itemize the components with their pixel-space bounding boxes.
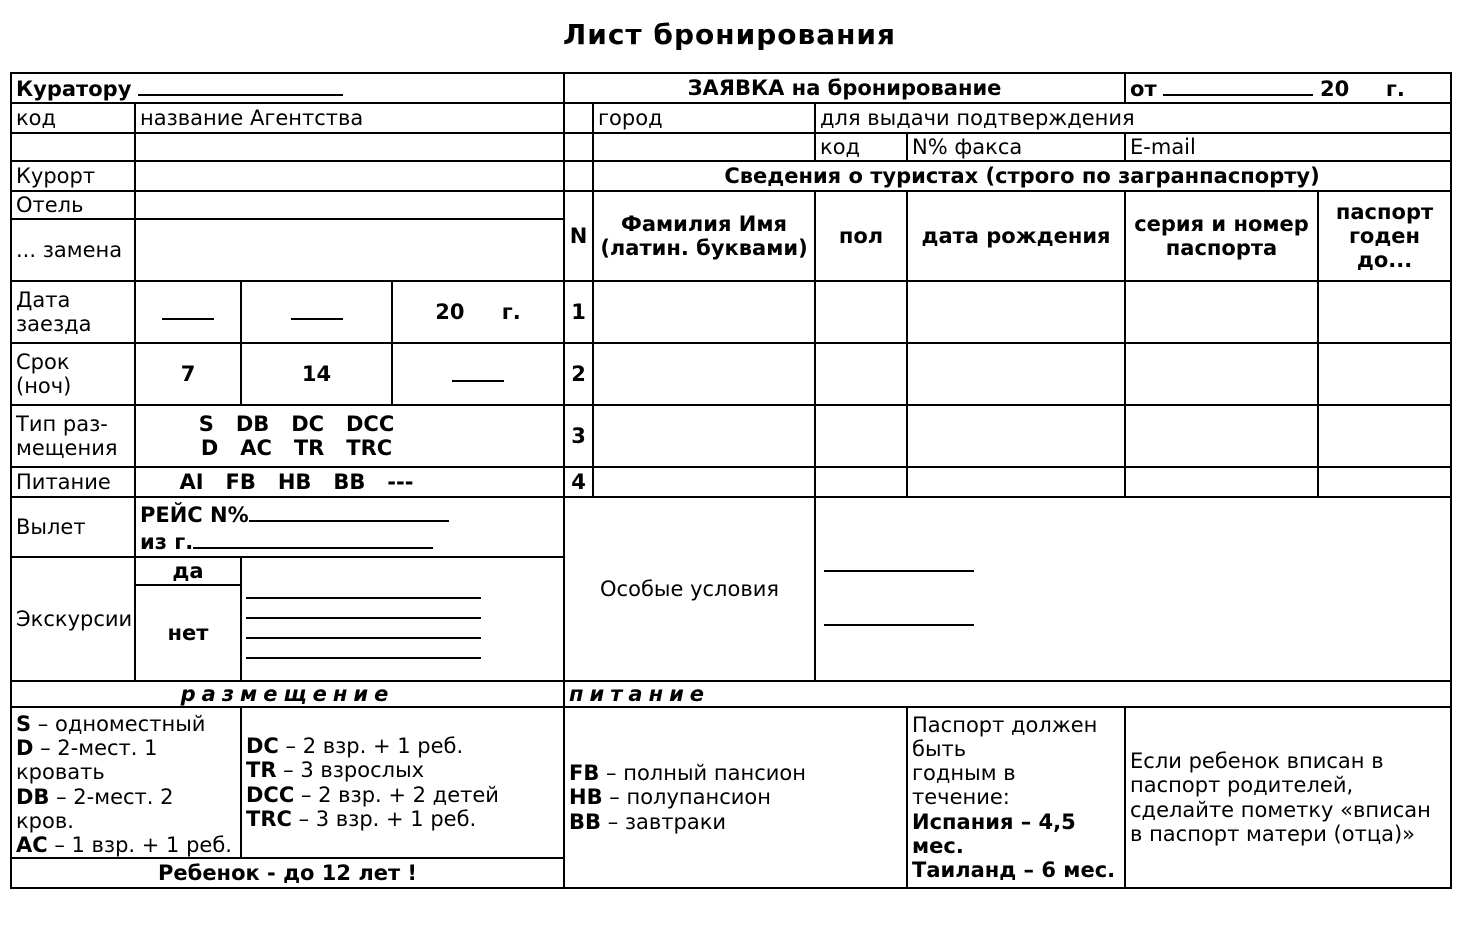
replacement-label: ... замена [11,219,135,281]
child-passport-note: Если ребенок вписан в паспорт родителей, сделайте пометку «вписан в паспорт матери (отца)» [1125,707,1451,888]
legend-item: S – одноместный [16,712,206,737]
legend-item: HB – полупансион [569,785,771,810]
agency-name-field[interactable] [135,133,564,161]
excursions-lines[interactable] [241,557,564,681]
tourist-4-name[interactable] [593,467,815,497]
accommodation-label: Тип раз-мещения [11,405,135,467]
meals-options[interactable]: AI FB HB BB --- [135,467,564,497]
excursion-line[interactable] [246,617,481,619]
excursions-no[interactable]: нет [135,585,241,681]
city-label[interactable]: город [593,103,815,133]
request-g: г. [1385,77,1405,102]
resort-field[interactable] [135,161,564,191]
special-line[interactable] [824,624,974,626]
tourist-4-birth[interactable] [907,467,1125,497]
tourist-row-num: 2 [564,343,593,405]
tourists-heading: Сведения о туристах (строго по загранпаспорту) [593,161,1451,191]
special-line[interactable] [824,570,974,572]
agency-code-field[interactable] [11,133,135,161]
legend-accommodation-title: размещение [11,681,564,707]
from-city-label: из г. [140,530,194,554]
tourist-1-valid[interactable] [1318,281,1451,343]
legend-item: FB – полный пансион [569,761,806,786]
request-year: 20 [1320,77,1350,102]
special-conditions-field[interactable] [815,497,1451,681]
col-sex-header: пол [815,191,907,281]
accommodation-line-2: D AC TR TRC [200,436,393,460]
tourist-1-sex[interactable] [815,281,907,343]
blank-n-cell-3 [564,161,593,191]
duration-7-option[interactable]: 7 [135,343,241,405]
excursion-line[interactable] [246,637,481,639]
tourist-2-name[interactable] [593,343,815,405]
tourist-2-birth[interactable] [907,343,1125,405]
special-conditions-label: Особые условия [564,497,815,681]
legend-item: TRC – 3 взр. + 1 реб. [246,806,477,831]
legend-item: AC – 1 взр. + 1 реб. [16,832,232,857]
child-age-note: Ребенок - до 12 лет ! [11,858,564,888]
tourist-3-valid[interactable] [1318,405,1451,467]
legend-item: TR – 3 взрослых [246,758,425,783]
legend-item: DB – 2-мест. 2 кров. [16,784,174,833]
arrival-month-field[interactable] [241,281,392,343]
arrival-g: г. [501,299,521,324]
agency-name-label[interactable]: название Агентства [135,103,564,133]
arrival-date-label: Дата заезда [11,281,135,343]
legend-item: DC – 2 взр. + 1 реб. [246,734,464,759]
tourist-3-birth[interactable] [907,405,1125,467]
col-passport-header: серия и номер паспорта [1125,191,1318,281]
legend-accommodation-col2 [241,707,564,858]
kurator-label: Куратору [16,77,132,102]
tourist-1-passport[interactable] [1125,281,1318,343]
city-field[interactable] [593,133,815,161]
tourist-4-sex[interactable] [815,467,907,497]
replacement-field[interactable] [135,219,564,281]
flight-label: РЕЙС N% [140,502,249,527]
kurator-field[interactable] [138,74,343,96]
hotel-label: Отель [11,191,135,219]
tourist-row-num: 3 [564,405,593,467]
request-date-field[interactable] [1163,74,1313,96]
blank-n-cell-2 [564,133,593,161]
tourist-2-passport[interactable] [1125,343,1318,405]
hotel-field[interactable] [135,191,564,219]
tourist-row-num: 4 [564,467,593,497]
departure-label: Вылет [11,497,135,557]
from-city-field[interactable] [193,527,433,549]
departure-fields[interactable] [135,497,564,557]
passport-validity-note: Паспорт должен быть годным в течение: Испания – 4,5 мес. Таиланд – 6 мес. [907,707,1125,888]
duration-label: Срок (ноч) [11,343,135,405]
zayavka-heading: ЗАЯВКА на бронирование [564,73,1125,103]
legend-accommodation-col1 [11,707,241,858]
fax-label[interactable]: N% факса [907,133,1125,161]
accommodation-line-1: S DB DC DCC [198,411,395,436]
page-title: Лист бронирования [562,18,897,51]
arrival-year-field[interactable] [392,281,564,343]
kurator-cell[interactable] [11,73,564,103]
arrival-day-field[interactable] [135,281,241,343]
tourist-3-sex[interactable] [815,405,907,467]
duration-14-option[interactable]: 14 [241,343,392,405]
n-header: N [564,191,593,281]
tourist-3-passport[interactable] [1125,405,1318,467]
legend-meals [564,707,907,888]
col-birth-header: дата рождения [907,191,1125,281]
tourist-1-birth[interactable] [907,281,1125,343]
confirm-label: для выдачи подтверждения [815,103,1451,133]
meals-label: Питание [11,467,135,497]
flight-field[interactable] [249,500,449,522]
legend-item: BB – завтраки [569,809,727,834]
tourist-3-name[interactable] [593,405,815,467]
excursions-label: Экскурсии [11,557,135,681]
arrival-year: 20 [435,299,465,324]
col-valid-header: паспорт годен до... [1318,191,1451,281]
legend-item: D – 2-мест. 1 кровать [16,736,158,785]
booking-form [10,72,1452,889]
tourist-2-valid[interactable] [1318,343,1451,405]
tourist-row-num: 1 [564,281,593,343]
agency-code-label: код [11,103,135,133]
excursion-line[interactable] [246,597,481,599]
code-label: код [815,133,907,161]
email-label[interactable]: E-mail [1125,133,1451,161]
tourist-1-name[interactable] [593,281,815,343]
accommodation-options[interactable] [135,405,564,467]
ot-label: от [1130,77,1157,102]
duration-other-field[interactable] [392,343,564,405]
date-of-request[interactable] [1125,73,1451,103]
legend-meals-title: питание [564,681,1451,707]
excursion-line[interactable] [246,657,481,659]
legend-item: DCC – 2 взр. + 2 детей [246,782,499,807]
tourist-4-valid[interactable] [1318,467,1451,497]
tourist-4-passport[interactable] [1125,467,1318,497]
col-name-header: Фамилия Имя (латин. буквами) [593,191,815,281]
blank-n-cell [564,103,593,133]
tourist-2-sex[interactable] [815,343,907,405]
resort-label: Курорт [11,161,135,191]
excursions-yes[interactable]: да [135,557,241,585]
